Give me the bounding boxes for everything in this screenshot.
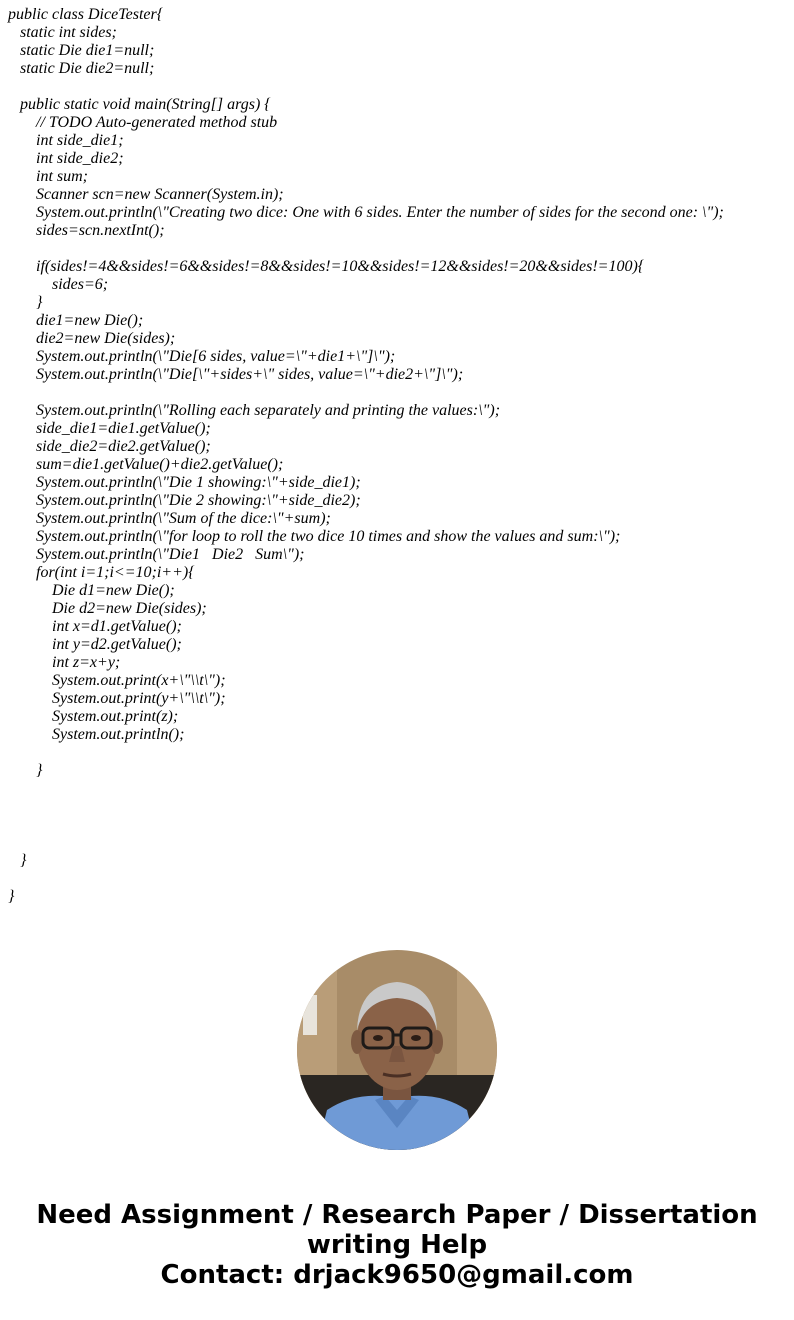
code-line: } [8,888,15,905]
code-line: static Die die1=null; [8,42,155,59]
code-line: int x=d1.getValue(); [8,618,182,635]
contact-email: Contact: drjack9650@gmail.com [160,1260,634,1290]
code-line: System.out.println(); [8,726,185,743]
code-line [8,384,788,402]
code-line [8,798,788,816]
code-line: } [8,852,27,869]
code-line: } [8,294,43,311]
author-avatar [297,950,497,1150]
promo-banner [0,1200,794,1290]
person-portrait-icon [297,950,497,1150]
code-line: int y=d2.getValue(); [8,636,182,653]
code-line [8,780,788,798]
code-line: Die d2=new Die(sides); [8,600,207,617]
promo-line-1: Need Assignment / Research Paper / Dissertation [36,1200,758,1230]
code-line: System.out.println(\"Rolling each separately and printing the values:\"); [8,402,501,419]
code-line: System.out.println(\"Creating two dice: One with 6 sides. Enter the number of sides for the second one: \"); [8,204,724,221]
code-line: System.out.println(\"Die 1 showing:\"+side_die1); [8,474,361,491]
code-line: if(sides!=4&&sides!=6&&sides!=8&&sides!=10&&sides!=12&&sides!=20&&sides!=100){ [8,258,645,275]
code-line: for(int i=1;i<=10;i++){ [8,564,195,581]
code-line: public static void main(String[] args) { [8,96,271,113]
code-line: System.out.print(x+\"\\t\"); [8,672,226,689]
code-line: side_die1=die1.getValue(); [8,420,211,437]
code-line: System.out.println(\"Die1 Die2 Sum\"); [8,546,305,563]
code-line: sum=die1.getValue()+die2.getValue(); [8,456,284,473]
code-line: int sum; [8,168,88,185]
code-line: sides=6; [8,276,109,293]
code-line: side_die2=die2.getValue(); [8,438,211,455]
code-line [8,240,788,258]
code-line [8,78,788,96]
code-listing [8,6,788,906]
code-line: die2=new Die(sides); [8,330,176,347]
code-line: die1=new Die(); [8,312,144,329]
code-line: // TODO Auto-generated method stub [8,114,278,131]
code-line [8,816,788,834]
code-line [8,834,788,852]
code-line: int side_die2; [8,150,124,167]
code-line: Scanner scn=new Scanner(System.in); [8,186,284,203]
code-line: public class DiceTester{ [8,6,164,23]
code-line: System.out.println(\"Die 2 showing:\"+side_die2); [8,492,361,509]
code-line: System.out.println(\"for loop to roll the two dice 10 times and show the values and sum:\"); [8,528,621,545]
code-line [8,744,788,762]
code-line: Die d1=new Die(); [8,582,175,599]
code-line: int side_die1; [8,132,124,149]
code-line [8,870,788,888]
code-line: static Die die2=null; [8,60,155,77]
promo-line-2: writing Help [306,1230,488,1260]
code-line: int z=x+y; [8,654,121,671]
code-line: System.out.print(y+\"\\t\"); [8,690,226,707]
code-line: } [8,762,43,779]
code-line: sides=scn.nextInt(); [8,222,165,239]
code-line: System.out.println(\"Die[6 sides, value=\"+die1+\"]\"); [8,348,396,365]
code-line: System.out.print(z); [8,708,179,725]
code-line: System.out.println(\"Sum of the dice:\"+sum); [8,510,331,527]
code-line: static int sides; [8,24,117,41]
code-line: System.out.println(\"Die[\"+sides+\" sides, value=\"+die2+\"]\"); [8,366,464,383]
